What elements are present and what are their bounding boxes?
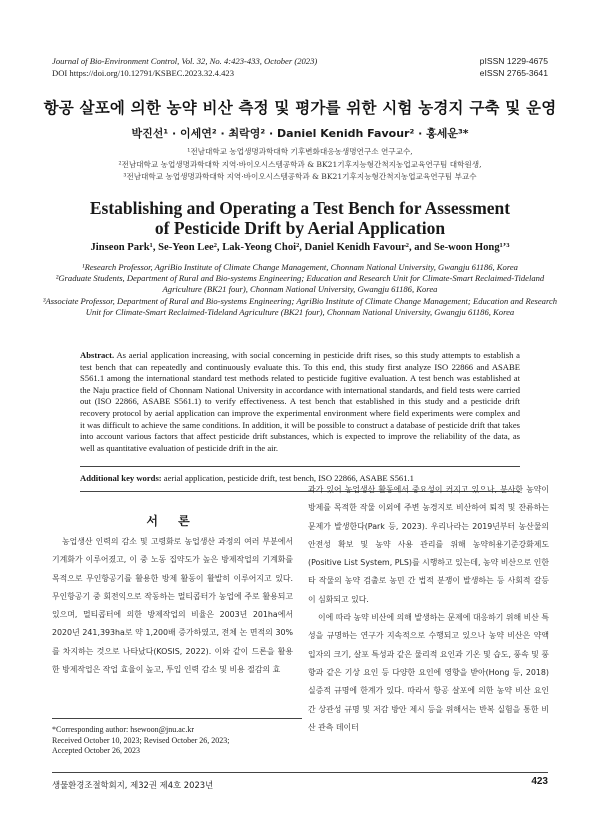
eissn: eISSN 2765-3641 bbox=[479, 67, 548, 78]
english-title bbox=[0, 198, 600, 238]
issn-block bbox=[480, 56, 548, 79]
left-paragraph-1: 농업생산 인력의 감소 및 고령화로 농업생산 과정의 여러 부분에서 기계화가 이루어졌고, 이 중 노동 집약도가 높은 방제작업의 기계화를 목적으로 무인항공기를 활용한 방제 활동이 활발히 이루어지고 있다. 무인항공기 중 회전익으로 작동하는 멀티콥터가 농업에 주로 활용되고 있으며, 멀티콥터에 의한 방제작업의 비율은 2003년 201ha에서 2020년 241,393ha로 약 1,200배 증가하였고, 전체 논 면적의 30%를 차지하는 것으로 나타났다(KOSIS, 2022). 이와 같이 드론을 활용한 방제작업은 작업 효율이 높고, 투입 인력 감소 및 비용 절감의 효 bbox=[52, 537, 293, 675]
english-authors: Jinseon Park¹, Se-Yeon Lee², Lak-Yeong Choi², Daniel Kenidh Favour², and Se-woon Hong¹ʼ³ bbox=[90, 242, 510, 253]
korean-affiliation-3: ³전남대학교 농업생명과학대학 지역·바이오시스템공학과 & BK21기후지능형간척지농업교육연구팀 부교수 bbox=[123, 172, 477, 181]
abstract-text: As aerial application increasing, with social concerning in pesticide drift rises, so this study attempts to establish a test bench that can repeatedly and continuously evaluate this. To this end, this study first analyze ISO 22866 and ASABE S561.1 among the international standard test methods related to pesticide fugitive evaluation. A test bench was established at the Naju practice field of Chonnam National University in accordance with international standards, and field tests were carried out (ISO 22866, ASABE S561.1) to verify effectiveness. A test bench that established in this study and a pesticide drift recovery protocol by aerial application can improve the experimental environment where field experiments were complex and it was difficult to achieve the same conditions. In addition, it will be possible to construct a database of pesticide drift that takes into account various factors that affect pesticide drift substances, which is expected to improve the reliability of the data, as well as quantitative evaluation of pesticide drift in the air. bbox=[80, 350, 520, 453]
keywords-text: aerial application, pesticide drift, test bench, ISO 22866, ASABE S561.1 bbox=[161, 473, 414, 483]
english-affiliation-2: ²Graduate Students, Department of Rural and Bio-systems Engineering; Education and Research Unit for Climate-Smart Reclaimed-Tideland Agriculture (BK21 four), Chonnam National University, Gwangju 61186, Korea bbox=[55, 273, 545, 295]
abstract-label: Abstract. bbox=[80, 350, 115, 360]
corresponding-author: *Corresponding author: hsewoon@jnu.ac.kr bbox=[52, 725, 195, 734]
korean-authors: 박진선¹ · 이세연² · 최락영² · Daniel Kenidh Favour² · 홍세운³* bbox=[131, 127, 469, 140]
page-number: 423 bbox=[531, 776, 548, 787]
footnote-divider bbox=[52, 718, 302, 719]
korean-affiliation-1: ¹전남대학교 농업생명과학대학 기후변화대응농생명연구소 연구교수, bbox=[187, 147, 413, 156]
footer-journal: 생물환경조절학회지, 제32권 제4호 2023년 bbox=[52, 780, 214, 790]
abstract-divider bbox=[80, 466, 520, 467]
english-title-line-2: of Pesticide Drift by Aerial Application bbox=[154, 218, 446, 238]
doi-link[interactable]: DOI https://doi.org/10.12791/KSBEC.2023.32.4.423 bbox=[52, 67, 234, 78]
english-affiliation-1: ¹Research Professor, AgriBio Institute of Climate Change Management, Chonnam National University, Gwangju 61186, Korea bbox=[82, 262, 518, 272]
korean-affiliations bbox=[0, 146, 600, 184]
abstract bbox=[80, 350, 520, 454]
english-affiliation-3: ³Associate Professor, Department of Rural and Bio-systems Engineering; AgriBio Institute of Climate Change Management; Education and Research Unit for Climate-Smart Reclaimed-Tideland Agriculture (BK21 four), Chonnam National University, Gwangju 61186, Korea bbox=[42, 295, 558, 317]
korean-title: 항공 살포에 의한 농약 비산 측정 및 평가를 위한 시험 농경지 구축 및 운영 bbox=[43, 99, 557, 117]
pissn: pISSN 1229-4675 bbox=[479, 56, 548, 66]
right-paragraph-2: 이에 따라 농약 비산에 의해 발생하는 문제에 대응하기 위해 비산 특성을 규명하는 연구가 지속적으로 수행되고 있으나 농약 비산은 약액 입자의 크기, 살포 특성과 같은 물리적 요인과 기온 및 습도, 풍속 및 풍향과 같은 기상 요인 등 다양한 요인에 영향을 받아(Hong 등, 2018) 실증적 규명에 한계가 있다. 따라서 항공 살포에 의한 농약 비산 요인 간 상관성 규명 및 저감 방안 제시 등을 위해서는 반복 실험을 통한 비산 관측 데이터 bbox=[308, 613, 549, 732]
footnote bbox=[52, 725, 302, 757]
english-title-line-1: Establishing and Operating a Test Bench for Assessment bbox=[89, 198, 511, 218]
keywords-label: Additional key words: bbox=[80, 473, 162, 483]
left-column bbox=[52, 533, 293, 679]
accepted-date: Accepted October 26, 2023 bbox=[52, 746, 140, 756]
journal-citation: Journal of Bio-Environment Control, Vol. 32, No. 4:423-433, October (2023) bbox=[52, 56, 318, 66]
footer-divider bbox=[52, 772, 548, 773]
korean-affiliation-2: ²전남대학교 농업생명과학대학 지역·바이오시스템공학과 & BK21기후지능형간척지농업교육연구팀 대학원생, bbox=[118, 159, 482, 169]
right-paragraph-1: 과가 있어 농업생산 활동에서 중요성이 커지고 있으나, 분사한 농약이 방제를 목적한 작물 이외에 주변 농경지로 비산하여 퇴적 및 잔류하는 문제가 발생한다(Park 등, 2023). 우리나라는 2019년부터 농산물의 안전성 확보 및 농약 사용 관리를 위해 농약허용기준강화제도(Positive List System, PLS)를 시행하고 있는데, 농약 비산으로 인한 타 작물의 농약 검출로 농민 간 법적 분쟁이 발생하는 등 사회적 갈등이 심화되고 있다. bbox=[308, 485, 549, 604]
english-affiliations bbox=[40, 262, 560, 318]
section-title-introduction: 서 론 bbox=[146, 514, 198, 528]
received-dates: Received October 10, 2023; Revised October 26, 2023; bbox=[52, 735, 230, 745]
right-column bbox=[308, 481, 549, 737]
journal-header bbox=[52, 56, 317, 79]
